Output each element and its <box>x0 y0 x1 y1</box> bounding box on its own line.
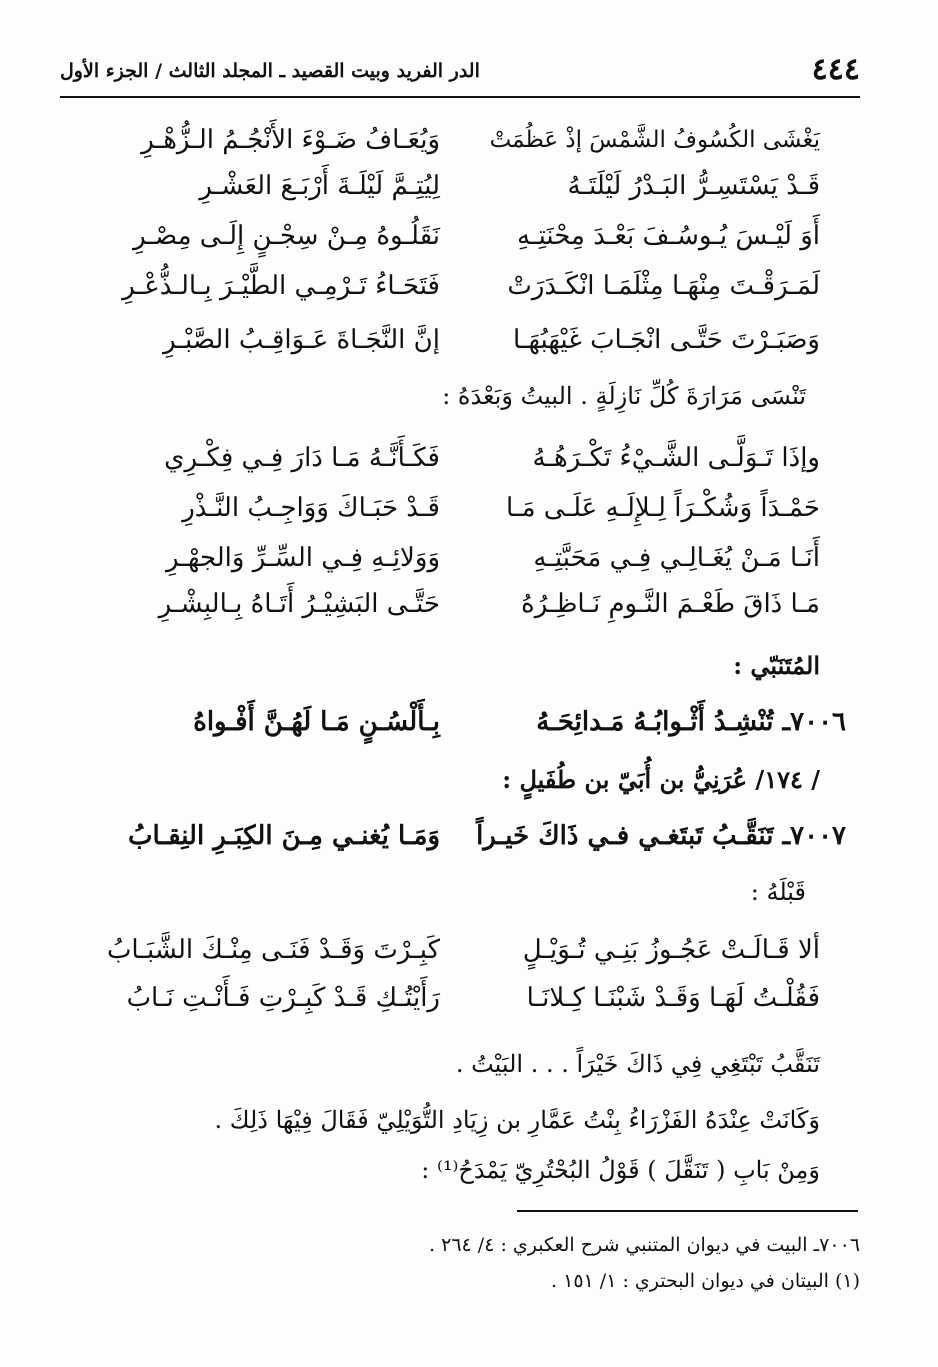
prose-line: تَنَقَّبُ تَبْتَغِي فِي ذَاكَ خَيْرَاً . . . البَيْتُ . <box>455 1050 820 1078</box>
prose-line: وَمِنْ بَابِ ( تَنَقَّلَ ) قَوْلُ البُحْتُرِيّ يَمْدَحُ⁽¹⁾ : <box>421 1156 820 1184</box>
verse-line <box>100 436 820 480</box>
verse-second-hemistich: لِيُتِـمَّ لَيْلَـةَ أَرْبَـعَ العَشْـرِ <box>199 171 440 201</box>
verse-line <box>100 928 820 972</box>
prose-line: قَبْلَهُ : <box>750 878 806 906</box>
verse-line <box>100 536 820 580</box>
footnote-rule <box>517 1210 858 1212</box>
verse-second-hemistich: وَوَلائِـهِ فِـي السِّـرِّ وَالجهْـرِ <box>166 543 440 573</box>
page-header <box>60 52 860 94</box>
verse-first-hemistich: أَنَـا مَـنْ يُغَـالِـي فِـي مَحَبَّتِـهِ <box>533 543 820 573</box>
verse-first-hemistich: مَـا ذَاقَ طَعْـمَ النَّـومِ نَـاظِـرُهُ <box>521 589 820 619</box>
verse-line <box>100 164 820 208</box>
verse-first-hemistich: لَمَـرَقْـتَ مِنْهَـا مِثْلَمَـا انْكَـدَرَتْ <box>507 271 820 301</box>
verse-second-hemistich: فَكَـأَنَّـهُ مَـا دَارَ فِـي فِكْـرِي <box>164 443 440 473</box>
verse-first-hemistich: ٧٠٠٧ـ تَنَقَّـبُ تَبتَغـي فـي ذَاكَ خَيـراً <box>476 821 846 851</box>
footnote: (١) البيتان في ديوان البحتري : ١/ ١٥١ . <box>551 1270 860 1292</box>
footnote: ٧٠٠٦ـ البيت في ديوان المتنبي شرح العكبري : ٤/ ٢٦٤ . <box>429 1234 860 1256</box>
numbered-verse <box>100 814 846 858</box>
verse-first-hemistich: يَغْشَى الكُسُوفُ الشَّمْسَ إذْ عَظُمَتْ <box>489 127 820 153</box>
verse-first-hemistich: وَصَبَـرْتَ حَتَّـى انْجَـابَ غَيْهَبُهَـا <box>513 325 820 355</box>
verse-second-hemistich: نَقَلُـوهُ مِـنْ سِجْـنٍ إِلَـى مِصْـرِ <box>133 221 440 251</box>
verse-second-hemistich: وَمَـا يُغنـي مِـنَ الكِبَـرِ النِقـابُ <box>128 821 440 851</box>
poet-heading: / ١٧٤/ عُرَنِيُّ بن أُبَيّ بن طُفَيلٍ : <box>502 765 820 794</box>
verse-second-hemistich: بِـأَلْسُـنٍ مَـا لَهُـنَّ أَفْـواهُ <box>193 707 440 737</box>
verse-first-hemistich: قَـدْ يَسْتَسِـرُّ البَـدْرُ لَيْلَتَـهُ <box>567 171 820 201</box>
running-title: الدر الفريد وبيت القصيد ـ المجلد الثالث / الجزء الأول <box>60 60 480 82</box>
verse-second-hemistich: رَأَيْتُـكِ قَـدْ كَبِـرْتِ فَـأَنْـتِ نَـابُ <box>126 983 440 1013</box>
verse-line <box>100 214 820 258</box>
verse-first-hemistich: أَوَ لَيْـسَ يُـوسُـفَ بَعْـدَ مِحْنَتِـهِ <box>517 221 820 251</box>
prose-line: تَنْسَى مَرَارَةَ كُلِّ نَازِلَةٍ . البيتُ وَبَعْدَهُ : <box>442 382 806 410</box>
verse-first-hemistich: حَمْـدَاً وَشُكْـرَاً لِـلإِلَـهِ عَلَـى مَـا <box>506 493 820 523</box>
verse-line <box>100 118 820 162</box>
verse-line <box>100 264 820 308</box>
page-number: ٤٤٤ <box>811 52 860 87</box>
verse-line <box>100 486 820 530</box>
numbered-verse <box>100 700 846 744</box>
prose-line: وَكَانَتْ عِنْدَهُ الفَزْرَاءُ بِنْتُ عَمَّارِ بن زِيَادِ التُّوَيْلِيّ فَقَالَ فِيْهَا ذَلِكَ . <box>214 1106 820 1134</box>
verse-line <box>100 318 820 362</box>
verse-second-hemistich: وَيُعَـافُ ضَـوْءَ الأَنْجُـمُ الـزُّهْـرِ <box>141 125 440 155</box>
verse-second-hemistich: فَتَحَـاءُ تَـرْمِـي الطَّيْـرَ بِـالـذُّعْـرِ <box>122 271 440 301</box>
verse-line <box>100 582 820 626</box>
verse-first-hemistich: فَقُلْـتُ لَهَـا وَقَـدْ شَبْنَـا كِـلانَـا <box>526 983 820 1013</box>
verse-second-hemistich: حَتَّـى البَشِيْـرُ أَتَـاهُ بِـالبِشْـرِ <box>158 589 440 619</box>
header-rule <box>60 96 860 98</box>
verse-first-hemistich: ٧٠٠٦ـ تُنْشِـدُ أَثْـوابُـهُ مَـدائِحَـهُ <box>536 707 846 737</box>
verse-first-hemistich: وإذَا تَـوَلَّـى الشَّـيْءُ تَكْـرَهُـهُ <box>532 443 820 473</box>
verse-second-hemistich: كَبِـرْتَ وَقَـدْ فَنَـى مِنْـكَ الشَّبَـابُ <box>106 935 440 965</box>
verse-line <box>100 976 820 1020</box>
poet-heading: المُتَنَبّي : <box>733 651 820 680</box>
verse-second-hemistich: إنَّ النَّجَـاةَ عَـوَاقِـبُ الصَّبْـرِ <box>163 325 440 355</box>
verse-first-hemistich: ألا قَـالَـتْ عَجُـوزُ بَنِـي تُـوَيْـلٍ <box>522 935 820 965</box>
verse-second-hemistich: قَـدْ حَبَـاكَ وَوَاجِـبُ النَّـذْرِ <box>182 493 440 523</box>
